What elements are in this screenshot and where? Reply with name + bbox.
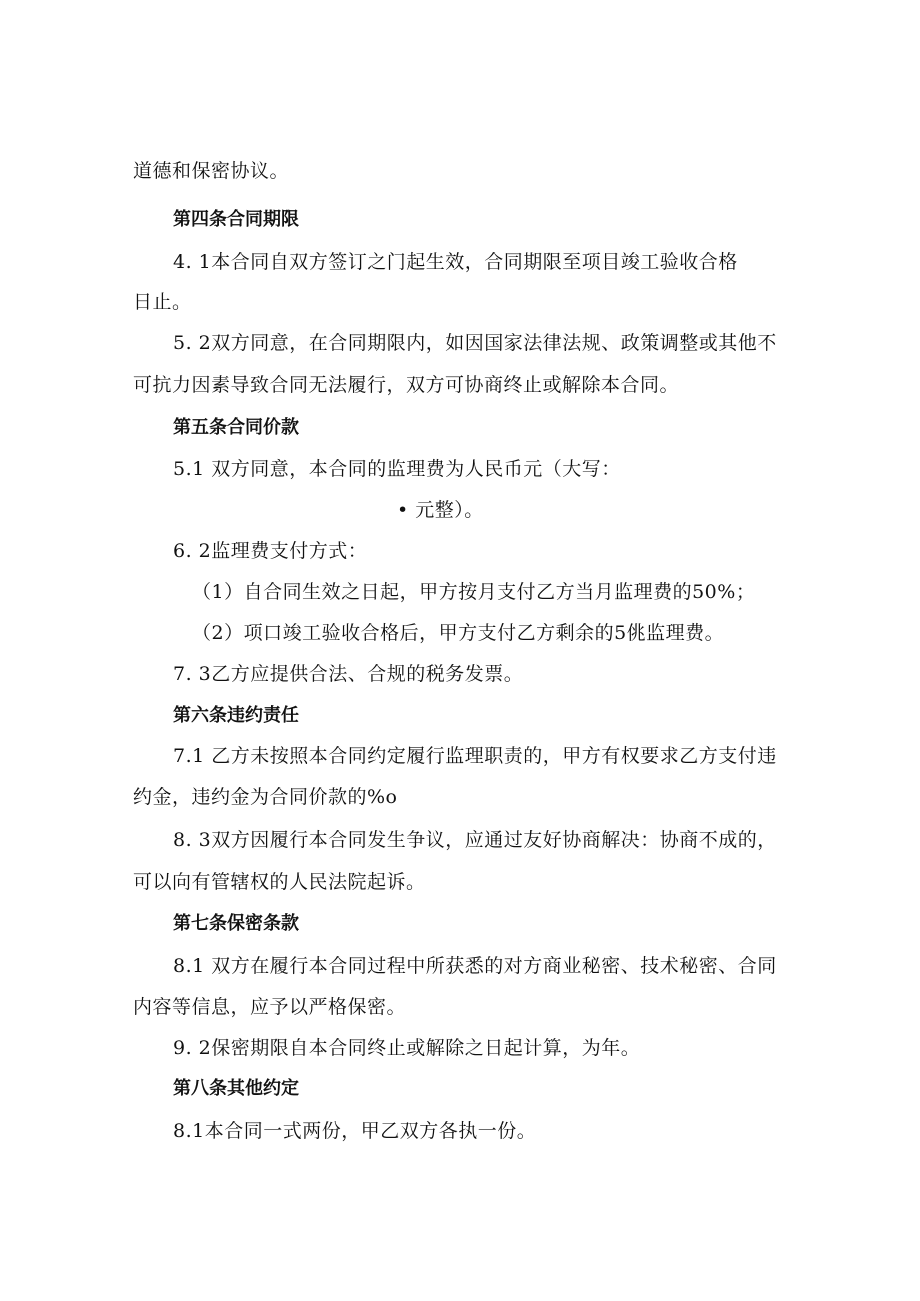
section-heading-5: 第五条合同价款 xyxy=(173,417,299,438)
clause-8-1: 8.1本合同一式两份，甲乙双方各执一份。 xyxy=(173,1120,537,1142)
clause-5-1: 5.1 双方同意，本合同的监理费为人民币元（大写： xyxy=(173,458,621,480)
section-heading-7: 第七条保密条款 xyxy=(173,913,299,934)
payment-item-2: （2）项口竣工验收合格后，甲方支付乙方剩余的5佻监理费。 xyxy=(192,622,725,644)
clause-6-2: 8. 3双方因履行本合同发生争议，应通过友好协商解决：协商不成的， xyxy=(173,829,777,851)
paragraph-line: 日止。 xyxy=(133,291,192,313)
clause-6-1: 7.1 乙方未按照本合同约定履行监理职责的，甲方有权要求乙方支付违 xyxy=(173,745,777,767)
amount-line: • 元整）。 xyxy=(397,499,484,521)
clause-5-3: 7. 3乙方应提供合法、合规的税务发票。 xyxy=(173,663,524,685)
clause-5-2: 6. 2监理费支付方式： xyxy=(173,540,368,562)
section-heading-8: 第八条其他约定 xyxy=(173,1078,299,1099)
clause-7-2: 9. 2保密期限自本合同终止或解除之日起计算，为年。 xyxy=(173,1037,641,1059)
paragraph-line: 可抗力因素导致合同无法履行，双方可协商终止或解除本合同。 xyxy=(133,374,680,396)
clause-4-2: 5. 2双方同意，在合同期限内，如因国家法律法规、政策调整或其他不 xyxy=(173,332,777,354)
paragraph-line: 内容等信息，应予以严格保密。 xyxy=(133,996,407,1018)
payment-item-1: （1）自合同生效之日起，甲方按月支付乙方当月监理费的50%； xyxy=(192,581,756,603)
section-heading-4: 第四条合同期限 xyxy=(173,209,299,230)
paragraph-line: 可以向有管辖权的人民法院起诉。 xyxy=(133,871,426,893)
clause-7-1: 8.1 双方在履行本合同过程中所获悉的对方商业秘密、技术秘密、合同 xyxy=(173,955,777,977)
paragraph-line: 约金，违约金为合同价款的%o xyxy=(133,786,398,808)
clause-4-1: 4. 1本合同自双方签订之门起生效，合同期限至项目竣工验收合格 xyxy=(173,251,738,273)
section-heading-6: 第六条违约责任 xyxy=(173,705,299,726)
paragraph-line: 道德和保密协议。 xyxy=(133,160,290,182)
